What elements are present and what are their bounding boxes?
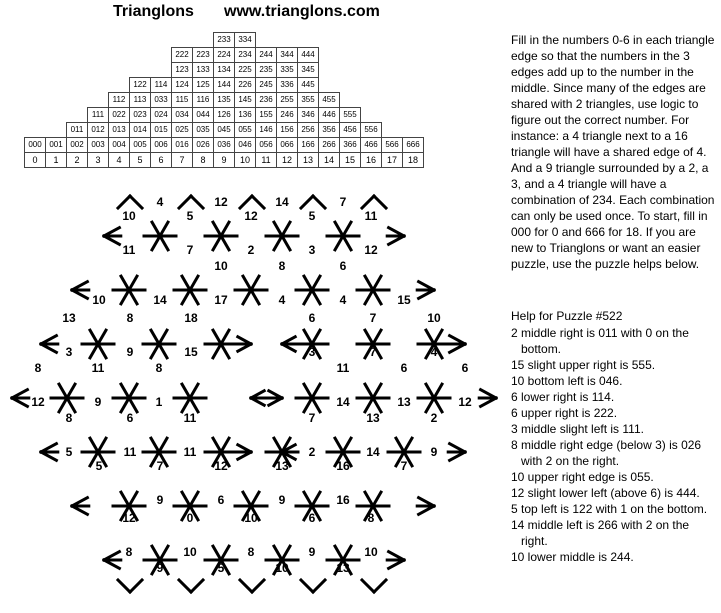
combo-cell: 133: [193, 63, 214, 78]
combo-cell: 000: [25, 138, 46, 153]
triangle-number: 3: [308, 243, 316, 257]
triangle-number: 7: [156, 459, 164, 473]
combo-cell: 223: [193, 48, 214, 63]
triangle-number: 5: [217, 561, 225, 575]
combo-cell: 666: [403, 138, 424, 153]
sum-cell: 6: [151, 153, 172, 168]
sum-cell: 18: [403, 153, 424, 168]
triangle-number: 5: [308, 209, 316, 223]
triangle-number: 11: [91, 361, 105, 375]
triangle-number: 12: [244, 209, 258, 223]
combo-cell: 033: [151, 93, 172, 108]
combo-cell: 226: [235, 78, 256, 93]
triangle-number: 15: [184, 345, 198, 359]
sum-cell: 7: [172, 153, 193, 168]
combo-cell: 045: [214, 123, 235, 138]
triangle-number: 7: [308, 411, 316, 425]
triangle-number: 12: [31, 395, 45, 409]
triangle-number: 4: [430, 345, 438, 359]
combo-cell: 233: [214, 33, 235, 48]
sum-cell: 17: [382, 153, 403, 168]
combo-cell: 023: [130, 108, 151, 123]
edge-chevron: [191, 196, 203, 208]
help-item: 6 upper right is 222.: [511, 406, 618, 420]
triangle-number: 2: [430, 411, 438, 425]
edge-chevron: [374, 196, 386, 208]
combo-cell: 126: [214, 108, 235, 123]
combo-cell: 113: [130, 93, 151, 108]
edge-chevron: [240, 580, 252, 592]
triangle-number: 7: [369, 311, 377, 325]
triangle-number: 10: [244, 511, 258, 525]
instructions-text: Fill in the numbers 0-6 in each triangle edge so that the numbers in the 3 edges add up to the number in the middle. Since many of the edges are shared with 2 triangles, use logic to figure out the correct number. For instance: a 4 triangle next to a 16 triangle will have a shared edge of 4. And a 9 triangle surrounded by a 2, a 3, and a 4 triangle will have a combination of 234. Each combination can only be used once. To start, fill in 000 for 0 and 666 for 18. If you are new to Trianglons or want an easier puzzle, use the puzzle helps below.: [511, 33, 715, 271]
sum-cell: 12: [277, 153, 298, 168]
edge-chevron: [179, 196, 191, 208]
combo-cell: 003: [88, 138, 109, 153]
site-title: Trianglons: [113, 3, 194, 20]
combo-cell: 356: [319, 123, 340, 138]
triangle-number: 6: [308, 311, 316, 325]
combo-cell: 001: [46, 138, 67, 153]
combo-cell: 236: [256, 93, 277, 108]
combo-cell: 125: [193, 78, 214, 93]
triangle-number: 8: [278, 259, 286, 273]
combo-cell: 055: [235, 123, 256, 138]
combo-cell: 006: [151, 138, 172, 153]
edge-chevron: [118, 196, 130, 208]
sum-cell: 5: [130, 153, 151, 168]
triangle-number: 8: [125, 545, 133, 559]
help-item: 15 slight upper right is 555.: [511, 358, 656, 372]
edge-chevron: [252, 580, 264, 592]
sum-cell: 9: [214, 153, 235, 168]
triangle-number: 11: [364, 209, 378, 223]
triangle-number: 4: [156, 195, 164, 209]
combo-cell: 345: [298, 63, 319, 78]
sum-cell: 11: [256, 153, 277, 168]
combo-cell: 445: [298, 78, 319, 93]
combo-cell: 235: [256, 63, 277, 78]
triangle-number: 9: [278, 493, 286, 507]
triangle-number: 9: [126, 345, 134, 359]
triangle-number: 13: [336, 561, 350, 575]
triangle-number: 16: [336, 459, 350, 473]
triangle-number: 9: [430, 445, 438, 459]
triangle-number: 8: [34, 361, 42, 375]
triangle-number: 6: [339, 259, 347, 273]
site-url: www.trianglons.com: [224, 3, 380, 20]
triangle-number: 8: [126, 311, 134, 325]
triangle-number: 10: [92, 293, 106, 307]
triangle-number: 14: [275, 195, 289, 209]
triangle-number: 11: [183, 445, 197, 459]
combo-cell: 036: [214, 138, 235, 153]
triangle-number: 8: [65, 411, 73, 425]
triangle-number: 11: [122, 243, 136, 257]
combo-cell: 255: [277, 93, 298, 108]
combo-cell: 002: [67, 138, 88, 153]
triangle-number: 2: [247, 243, 255, 257]
help-item: 6 lower right is 114.: [511, 390, 615, 404]
triangle-number: 10: [122, 209, 136, 223]
triangle-number: 7: [339, 195, 347, 209]
triangle-number: 10: [427, 311, 441, 325]
triangle-number: 14: [366, 445, 380, 459]
triangle-number: 9: [308, 545, 316, 559]
help-item: 2 middle right is 011 with 0 on the bottom.: [511, 326, 689, 356]
combo-cell: 346: [298, 108, 319, 123]
triangle-number: 10: [275, 561, 289, 575]
combo-cell: 011: [67, 123, 88, 138]
edge-chevron: [130, 196, 142, 208]
combo-cell: 246: [277, 108, 298, 123]
combo-cell: 446: [319, 108, 340, 123]
combo-cell: 156: [277, 123, 298, 138]
triangle-number: 12: [458, 395, 472, 409]
sum-cell: 4: [109, 153, 130, 168]
sum-cell: 14: [319, 153, 340, 168]
edge-chevron: [130, 580, 142, 592]
triangle-number: 11: [183, 411, 197, 425]
triangle-number: 13: [366, 411, 380, 425]
combo-cell: 046: [235, 138, 256, 153]
triangle-number: 5: [186, 209, 194, 223]
triangle-number: 9: [156, 561, 164, 575]
edge-chevron: [362, 580, 374, 592]
combo-cell: 224: [214, 48, 235, 63]
triangle-number: 4: [278, 293, 286, 307]
combo-cell: 016: [172, 138, 193, 153]
triangle-number: 10: [183, 545, 197, 559]
triangle-number: 9: [94, 395, 102, 409]
combo-cell: 015: [151, 123, 172, 138]
edge-chevron: [179, 580, 191, 592]
triangle-number: 12: [122, 511, 136, 525]
combo-cell: 111: [88, 108, 109, 123]
triangle-number: 13: [275, 459, 289, 473]
edge-chevron: [252, 196, 264, 208]
combo-cell: 024: [151, 108, 172, 123]
combo-cell: 034: [172, 108, 193, 123]
triangle-number: 14: [153, 293, 167, 307]
combo-cell: 456: [340, 123, 361, 138]
triangle-number: 16: [336, 493, 350, 507]
sum-cell: 13: [298, 153, 319, 168]
combo-cell: 245: [256, 78, 277, 93]
triangle-number: 18: [184, 311, 198, 325]
sum-cell: 0: [25, 153, 46, 168]
edge-chevron: [301, 196, 313, 208]
sum-cell: 3: [88, 153, 109, 168]
triangle-number: 11: [123, 445, 137, 459]
combo-cell: 013: [109, 123, 130, 138]
triangle-number: 12: [214, 195, 228, 209]
combo-cell: 114: [151, 78, 172, 93]
help-item: 10 bottom left is 046.: [511, 374, 623, 388]
combo-cell: 145: [235, 93, 256, 108]
triangle-number: 10: [214, 259, 228, 273]
combo-cell: 266: [319, 138, 340, 153]
triangle-number: 6: [400, 361, 408, 375]
combo-cell: 115: [172, 93, 193, 108]
combo-cell: 556: [361, 123, 382, 138]
triangle-number: 1: [155, 395, 163, 409]
combo-cell: 344: [277, 48, 298, 63]
edge-chevron: [313, 196, 325, 208]
combo-cell: 005: [130, 138, 151, 153]
help-item: 10 upper right edge is 055.: [511, 470, 654, 484]
triangle-number: 6: [461, 361, 469, 375]
triangle-number: 7: [186, 243, 194, 257]
sum-cell: 10: [235, 153, 256, 168]
combo-cell: 135: [214, 93, 235, 108]
combo-cell: 566: [382, 138, 403, 153]
combo-cell: 123: [172, 63, 193, 78]
triangle-number: 3: [65, 345, 73, 359]
triangle-number: 13: [62, 311, 76, 325]
triangle-number: 7: [369, 345, 377, 359]
combo-cell: 146: [256, 123, 277, 138]
triangle-number: 6: [126, 411, 134, 425]
combo-cell: 025: [172, 123, 193, 138]
sum-cell: 15: [340, 153, 361, 168]
combo-cell: 334: [235, 33, 256, 48]
combo-cell: 335: [277, 63, 298, 78]
combo-cell: 355: [298, 93, 319, 108]
help-item: 8 middle right edge (below 3) is 026 with 2 on the right.: [511, 438, 702, 468]
combo-cell: 014: [130, 123, 151, 138]
combo-cell: 026: [193, 138, 214, 153]
triangle-number: 12: [214, 459, 228, 473]
combo-cell: 044: [193, 108, 214, 123]
edge-chevron: [118, 580, 130, 592]
edge-chevron: [191, 580, 203, 592]
combo-cell: 066: [277, 138, 298, 153]
triangle-number: 5: [65, 445, 73, 459]
combo-cell: 134: [214, 63, 235, 78]
combo-cell: 144: [214, 78, 235, 93]
combo-cell: 116: [193, 93, 214, 108]
combo-cell: 022: [109, 108, 130, 123]
combo-cell: 555: [340, 108, 361, 123]
triangle-number: 15: [397, 293, 411, 307]
triangle-number: 6: [217, 493, 225, 507]
sum-cell: 1: [46, 153, 67, 168]
combo-cell: 455: [319, 93, 340, 108]
combo-cell: 166: [298, 138, 319, 153]
help-item: 14 middle left is 266 with 2 on the right.: [511, 518, 690, 548]
triangle-number: 13: [397, 395, 411, 409]
combo-cell: 366: [340, 138, 361, 153]
triangle-number: 6: [308, 511, 316, 525]
triangle-number: 5: [95, 459, 103, 473]
triangle-number: 9: [156, 493, 164, 507]
triangle-number: 3: [308, 345, 316, 359]
edge-chevron: [301, 580, 313, 592]
triangle-number: 0: [186, 511, 194, 525]
triangle-number: 17: [214, 293, 228, 307]
combo-cell: 256: [298, 123, 319, 138]
help-item: 5 top left is 122 with 1 on the bottom.: [511, 502, 708, 516]
combo-cell: 004: [109, 138, 130, 153]
triangle-number: 8: [155, 361, 163, 375]
combo-cell: 336: [277, 78, 298, 93]
help-list: [511, 325, 717, 565]
combo-cell: 155: [256, 108, 277, 123]
combo-cell: 035: [193, 123, 214, 138]
triangle-number: 4: [339, 293, 347, 307]
triangle-number: 8: [367, 511, 375, 525]
combo-cell: 012: [88, 123, 109, 138]
triangle-number: 7: [400, 459, 408, 473]
combo-cell: 122: [130, 78, 151, 93]
combo-cell: 136: [235, 108, 256, 123]
edge-chevron: [362, 196, 374, 208]
combo-cell: 234: [235, 48, 256, 63]
triangle-number: 8: [247, 545, 255, 559]
combo-cell: 222: [172, 48, 193, 63]
help-item: 3 middle slight left is 111.: [511, 422, 644, 436]
triangle-number: 12: [364, 243, 378, 257]
triangle-number: 11: [336, 361, 350, 375]
triangle-number: 10: [364, 545, 378, 559]
sum-cell: 16: [361, 153, 382, 168]
combo-cell: 056: [256, 138, 277, 153]
combo-cell: 444: [298, 48, 319, 63]
help-item: 10 lower middle is 244.: [511, 550, 634, 564]
edge-chevron: [240, 196, 252, 208]
triangle-number: 2: [308, 445, 316, 459]
help-title: Help for Puzzle #522: [511, 309, 623, 323]
triangle-number: 14: [336, 395, 350, 409]
sum-cell: 2: [67, 153, 88, 168]
combo-cell: 112: [109, 93, 130, 108]
edge-chevron: [313, 580, 325, 592]
sum-cell: 8: [193, 153, 214, 168]
combo-cell: 244: [256, 48, 277, 63]
combo-cell: 466: [361, 138, 382, 153]
help-item: 12 slight lower left (above 6) is 444.: [511, 486, 700, 500]
edge-chevron: [374, 580, 386, 592]
combo-cell: 225: [235, 63, 256, 78]
combo-cell: 124: [172, 78, 193, 93]
